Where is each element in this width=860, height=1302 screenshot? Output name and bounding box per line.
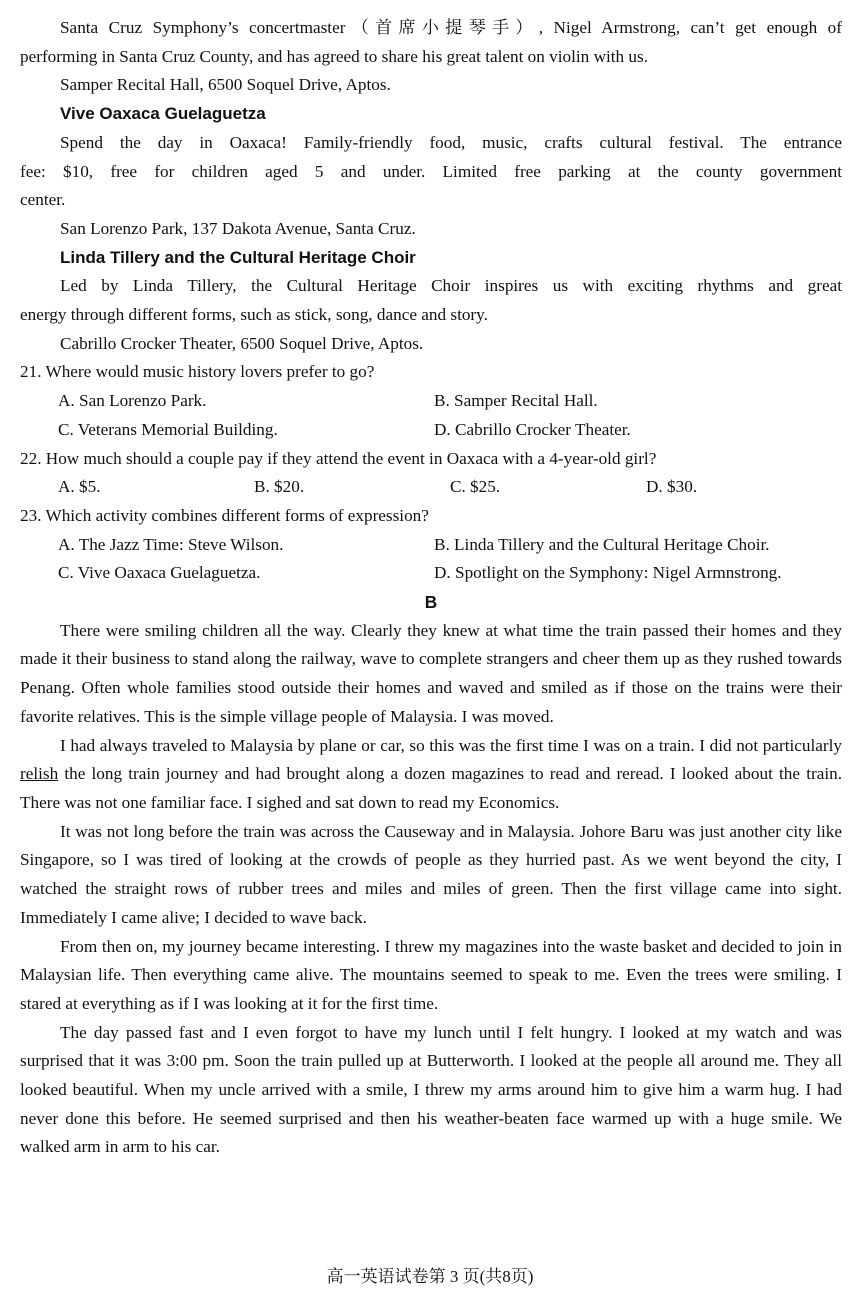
section-b-label: B: [424, 592, 438, 613]
question-23-options-row-2: [20, 559, 842, 588]
exam-page: [20, 14, 842, 1162]
option-21-a: A. San Lorenzo Park.: [58, 391, 207, 411]
question-22-options: [20, 473, 842, 502]
question-23-options-row-1: [20, 531, 842, 560]
passage-a-paragraph-2c: center.: [20, 190, 66, 210]
option-21-c: C. Veterans Memorial Building.: [58, 419, 278, 439]
passage-a-paragraph-2a: Spend the day in Oaxaca! Family-friendly food, music, crafts cultural festival. The entrance: [60, 132, 842, 152]
question-21-options-row-1: [20, 387, 842, 416]
option-22-b: B. $20.: [254, 477, 305, 497]
passage-a-paragraph-3a: Led by Linda Tillery, the Cultural Heritage Choir inspires us with exciting rhythms and great: [60, 276, 842, 296]
passage-a-paragraph-3b: energy through different forms, such as stick, song, dance and story.: [20, 305, 488, 325]
passage-a-paragraph-2b: fee: $10, free for children aged 5 and under. Limited free parking at the county government: [20, 161, 842, 181]
question-23: 23. Which activity combines different forms of expression?: [20, 505, 429, 525]
passage-b-paragraph-3: It was not long before the train was across the Causeway and in Malaysia. Johore Baru was just another city like Singapore, so I was tired of looking at the crowds of people as they hurried past. As we went beyond the city, I watched the straight rows of rubber trees and miles and miles of green. Then the first village came into sight. Immediately I came alive; I decided to wave back.: [20, 821, 842, 927]
option-23-d: D. Spotlight on the Symphony: Nigel Armnstrong.: [434, 563, 782, 583]
passage-a-paragraph-1b: performing in Santa Cruz County, and has agreed to share his great talent on violin with us.: [20, 46, 648, 66]
event-heading-choir: Linda Tillery and the Cultural Heritage Choir: [60, 247, 416, 267]
question-21: 21. Where would music history lovers prefer to go?: [20, 362, 375, 382]
option-23-b: B. Linda Tillery and the Cultural Heritage Choir.: [434, 534, 770, 554]
option-22-d: D. $30.: [646, 477, 698, 497]
option-23-c: C. Vive Oaxaca Guelaguetza.: [58, 563, 261, 583]
passage-a-paragraph-1a: Santa Cruz Symphony’s concertmaster（首席小提琴手）, Nigel Armstrong, can’t get enough of: [60, 18, 842, 37]
location-2: San Lorenzo Park, 137 Dakota Avenue, Santa Cruz.: [60, 218, 416, 238]
passage-b-paragraph-2: [20, 732, 842, 818]
question-21-options-row-2: [20, 416, 842, 445]
passage-b-paragraph-4: From then on, my journey became interesting. I threw my magazines into the waste basket and decided to join in Malaysian life. Then everything came alive. The mountains seemed to speak to me. Even the trees were smiling. I stared at everything as if I was looking at it for the first time.: [20, 936, 842, 1013]
location-1: Samper Recital Hall, 6500 Soquel Drive, Aptos.: [60, 75, 391, 95]
passage-b-paragraph-1: There were smiling children all the way. Clearly they knew at what time the train passed their homes and they made it their business to stand along the railway, wave to complete strangers and cheer them up as they rushed towards Penang. Often whole families stood outside their homes and waved and smiled as if those on the trains were their favorite relatives. This is the simple village people of Malaysia. I was moved.: [20, 620, 842, 726]
page-footer: 高一英语试卷第 3 页(共8页): [326, 1267, 534, 1286]
option-21-d: D. Cabrillo Crocker Theater.: [434, 419, 631, 439]
paragraph-2-end: the long train journey and had brought along a dozen magazines to read and reread. I looked about the train. There was not one familiar face. I sighed and sat down to read my Economics.: [20, 764, 842, 812]
location-3: Cabrillo Crocker Theater, 6500 Soquel Drive, Aptos.: [60, 333, 424, 353]
option-21-b: B. Samper Recital Hall.: [434, 391, 598, 411]
option-23-a: A. The Jazz Time: Steve Wilson.: [58, 534, 284, 554]
passage-b-paragraph-5: The day passed fast and I even forgot to have my lunch until I felt hungry. I looked at my watch and was surprised that it was 3:00 pm. Soon the train pulled up at Butterworth. I looked at the people all around me. They all looked beautiful. When my uncle arrived with a smile, I threw my arms around him to give him a warm hug. I had never done this before. He seemed surprised and then his weather-beaten face warmed up with a huge smile. We walked arm in arm to his car.: [20, 1022, 842, 1157]
option-22-a: A. $5.: [58, 477, 101, 497]
event-heading-oaxaca: Vive Oaxaca Guelaguetza: [60, 104, 266, 124]
question-22: 22. How much should a couple pay if they attend the event in Oaxaca with a 4-year-old girl?: [20, 448, 657, 468]
paragraph-2-start: I had always traveled to Malaysia by plane or car, so this was the first time I was on a train. I did not particularly: [60, 735, 842, 755]
option-22-c: C. $25.: [450, 477, 501, 497]
underlined-word-relish: relish: [20, 764, 59, 784]
